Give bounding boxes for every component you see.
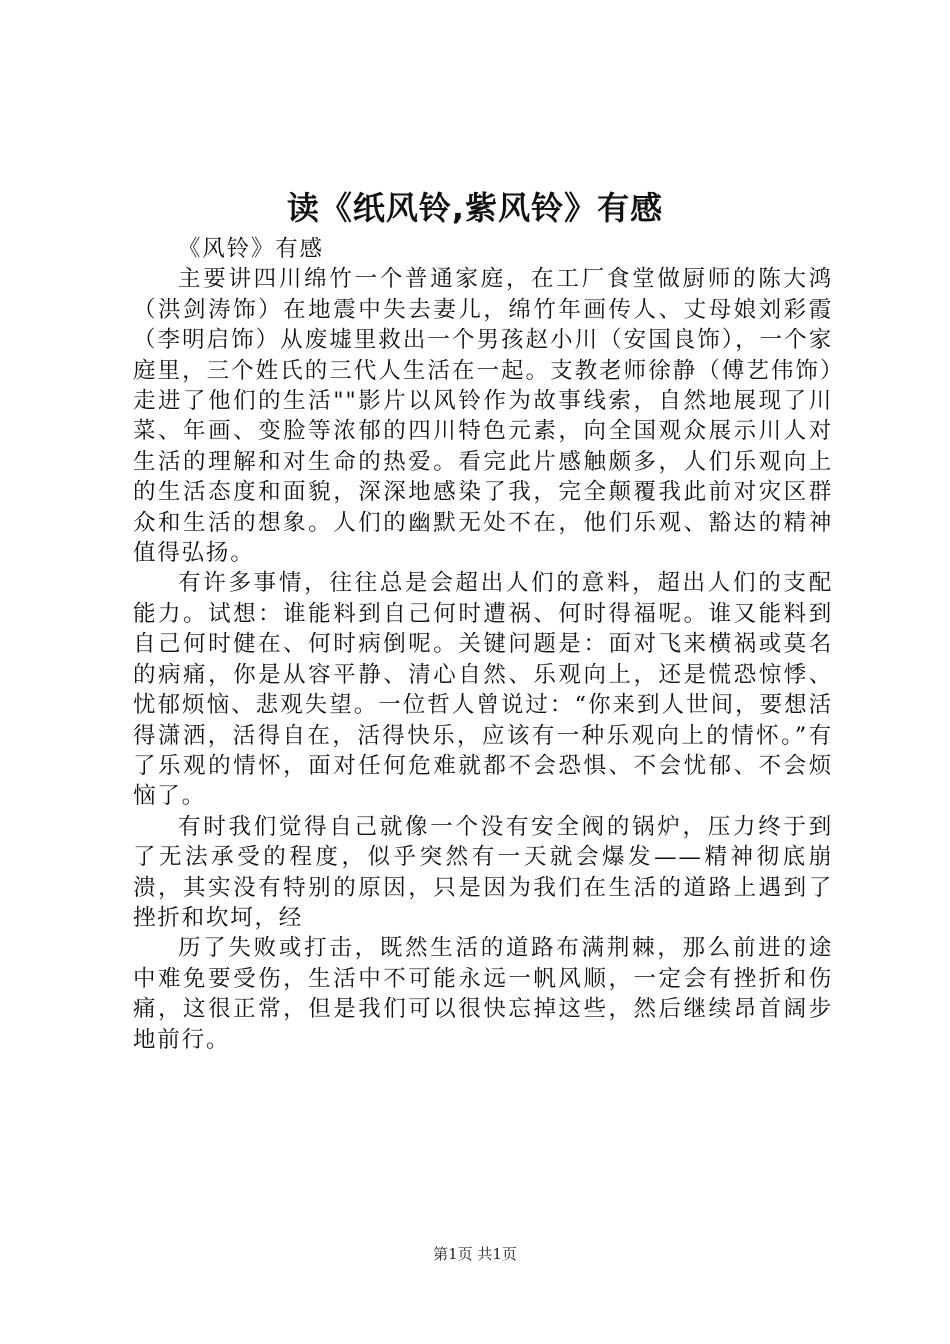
page-number-footer: 第1页 共1页 xyxy=(433,1245,517,1263)
document-body xyxy=(133,234,833,1055)
paragraph-2: 有许多事情，往往总是会超出人们的意料，超出人们的支配能力。试想：谁能料到自己何时遭祸、何时得福呢。谁又能料到自己何时健在、何时病倒呢。关键问题是：面对飞来横祸或莫名的病痛，你是从容平静、清心自然、乐观向上，还是慌恐惊悸、忧郁烦恼、悲观失望。一位哲人曾说过：“你来到人世间，要想活得潇洒，活得自在，活得快乐，应该有一种乐观向上的情怀。”有了乐观的情怀，面对任何危难就都不会恐惧、不会忧郁、不会烦恼了。 xyxy=(133,570,833,810)
paragraph-1: 主要讲四川绵竹一个普通家庭，在工厂食堂做厨师的陈大鸿（洪剑涛饰）在地震中失去妻儿，绵竹年画传人、丈母娘刘彩霞（李明启饰）从废墟里救出一个男孩赵小川（安国良饰），一个家庭里，三个姓氏的三代人生活在一起。支教老师徐静（傅艺伟饰）走进了他们的生活""影片以风铃作为故事线索，自然地展现了川菜、年画、变脸等浓郁的四川特色元素，向全国观众展示川人对生活的理解和对生命的热爱。看完此片感触颇多，人们乐观向上的生活态度和面貌，深深地感染了我，完全颠覆我此前对灾区群众和生活的想象。人们的幽默无处不在，他们乐观、豁达的精神值得弘扬。 xyxy=(133,266,833,567)
paragraph-3: 有时我们觉得自己就像一个没有安全阀的锅炉，压力终于到了无法承受的程度，似乎突然有一天就会爆发——精神彻底崩溃，其实没有特别的原因，只是因为我们在生活的道路上遇到了挫折和坎坷，经 xyxy=(133,813,833,931)
paragraph-4: 历了失败或打击，既然生活的道路布满荆棘，那么前进的途中难免要受伤，生活中不可能永远一帆风顺，一定会有挫折和伤痛，这很正常，但是我们可以很快忘掉这些，然后继续昂首阔步地前行。 xyxy=(133,935,833,1053)
document-subtitle: 《风铃》有感 xyxy=(178,236,324,262)
document-title: 读《纸风铃,紫风铃》有感 xyxy=(286,189,664,227)
